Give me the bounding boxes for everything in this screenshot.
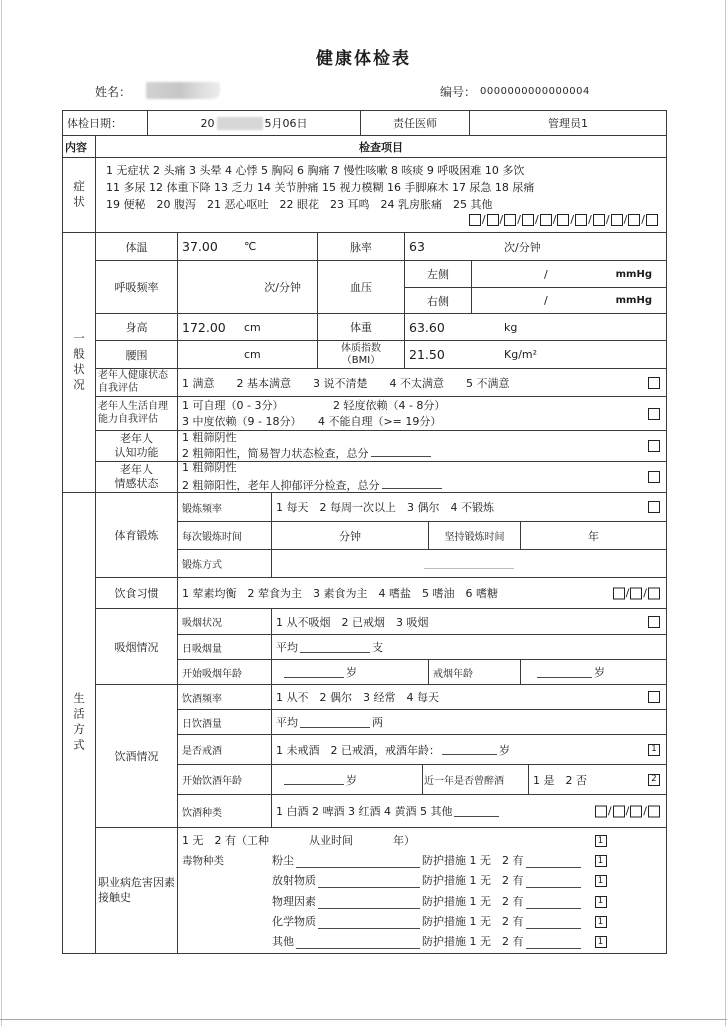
date-redacted-part [217, 117, 263, 130]
amount-field[interactable] [300, 642, 370, 653]
number-label: 编号： [440, 85, 477, 99]
checkbox-separator: / [588, 213, 592, 226]
occupational-label: 职业病危害因素 接触史 [96, 828, 178, 953]
diet-options: 1 荤素均衡 2 荤食为主 3 素食为主 4 嗜盐 5 嗜油 6 嗜糖 / / [178, 578, 666, 608]
temp-value: 37.00 ℃ [178, 233, 318, 260]
score-field[interactable] [382, 478, 442, 489]
bp-right-label: 右侧 [405, 288, 472, 313]
drinking-startage-row [178, 765, 666, 795]
exercise-time-row [178, 522, 666, 550]
doctor-label: 责任医师 [361, 111, 470, 135]
checkbox[interactable] [646, 214, 658, 226]
page-edge-right [725, 0, 726, 1026]
elderly-selfcare-row [96, 397, 666, 431]
toxin-row-dust: 毒物种类 粉尘 防护措施 1 无 2 有 1 [182, 852, 613, 868]
checkbox[interactable] [469, 214, 481, 226]
check-items-label: 检查项目 [359, 140, 403, 154]
toxin-row-other: 其他 防护措施 1 无 2 有 1 [182, 933, 613, 949]
drinking-quit-options: 1 未戒酒 2 已戒酒，戒酒年龄： 岁 1 [272, 735, 666, 764]
elderly-emotion-label: 老年人 情感状态 [96, 462, 178, 492]
age-field[interactable] [284, 667, 344, 678]
checkbox-value[interactable]: 1 [595, 916, 607, 928]
toxin-row-physical: 物理因素 防护措施 1 无 2 有 1 [182, 893, 613, 909]
checkbox-separator: / [499, 213, 504, 226]
exercise-keep-value: 年 [588, 529, 599, 543]
checkbox[interactable] [613, 587, 625, 599]
elderly-health-options: 1 满意 2 基本满意 3 说不清楚 4 不太满意 5 不满意 [178, 369, 666, 396]
checkbox-separator: / [570, 213, 575, 226]
section-lifestyle-label: 生活方式 [63, 493, 96, 953]
checkbox[interactable] [613, 805, 625, 817]
bp-right-value: / mmHg [543, 294, 652, 307]
content-header-row [63, 136, 666, 158]
smoking-daily-label: 日吸烟量 [178, 635, 272, 659]
checkbox[interactable] [648, 440, 660, 452]
protection-field[interactable] [526, 857, 581, 868]
exercise-freq-row [178, 493, 666, 522]
drinking-start-label: 开始饮酒年龄 [178, 765, 272, 794]
drinking-type-options: 1 白酒 2 啤酒 3 红酒 4 黄酒 5 其他 / / / [272, 795, 666, 827]
number-value: 0000000000000004 [480, 86, 590, 97]
drinking-freq-options: 1 从不 2 偶尔 3 经常 4 每天 [272, 685, 666, 709]
smoking-quit-value: 岁 [521, 660, 666, 684]
diet-row [96, 578, 666, 609]
exercise-method-row [178, 550, 666, 578]
temp-label: 体温 [96, 233, 178, 260]
symptoms-row [96, 158, 666, 233]
drinking-type-checkboxes [595, 805, 660, 818]
checkbox[interactable] [540, 214, 552, 226]
checkbox[interactable] [648, 691, 660, 703]
drinking-daily-row [178, 710, 666, 735]
group-smoking-label: 吸烟情况 [96, 609, 178, 685]
checkbox[interactable] [628, 214, 640, 226]
drinking-quit-row [178, 735, 666, 765]
section-symptoms-label: 症状 [63, 158, 96, 233]
checkbox-separator: / [623, 213, 628, 226]
smoking-age-row [178, 660, 666, 685]
protection-field[interactable] [526, 877, 581, 888]
drinking-freq-label: 饮酒频率 [178, 685, 272, 709]
waist-value: cm [178, 341, 318, 368]
checkbox-separator: / [481, 213, 486, 226]
bp-left-label: 左侧 [405, 261, 472, 287]
pulse-label: 脉率 [318, 233, 405, 260]
occupational-has-line: 1 无 2 有（工种 从业时间 年） 1 [182, 832, 613, 848]
elderly-emotion-row [96, 462, 666, 493]
checkbox[interactable] [504, 214, 516, 226]
checkbox[interactable] [487, 214, 499, 226]
toxin-field[interactable] [318, 877, 420, 888]
resp-label: 呼吸频率 [96, 261, 178, 313]
amount-field[interactable] [300, 717, 370, 728]
group-drinking-label: 饮酒情况 [96, 685, 178, 828]
height-label: 身高 [96, 314, 178, 340]
temp-pulse-row [96, 233, 666, 261]
checkbox[interactable] [648, 616, 660, 628]
pulse-value: 63 次/分钟 [409, 239, 541, 254]
checkbox[interactable] [611, 214, 623, 226]
page-edge-left [1, 0, 2, 1026]
toxin-row-chemical: 化学物质 防护措施 1 无 2 有 1 [182, 913, 613, 929]
exercise-keep-label: 坚持锻炼时间 [429, 522, 521, 549]
bmi-value: 21.50 Kg/m² [409, 347, 538, 362]
checkbox-separator: / [643, 586, 647, 600]
page-edge-bottom [0, 1019, 727, 1020]
checkbox-value[interactable]: 1 [595, 896, 607, 908]
drinking-type-row [178, 795, 666, 828]
drinking-quit-label: 是否戒酒 [178, 735, 272, 764]
smoking-status-label: 吸烟状况 [178, 609, 272, 634]
checkbox-value[interactable]: 1 [595, 855, 607, 867]
protection-field[interactable] [526, 938, 581, 949]
height-value: 172.00 cm [178, 314, 318, 340]
checkbox-separator: / [641, 213, 645, 226]
section-general-label: 一般状况 [63, 233, 96, 493]
exercise-method-value [272, 550, 666, 577]
toxin-field[interactable] [318, 918, 420, 929]
drinking-start-value: 岁 [272, 765, 423, 794]
checkbox-separator: / [643, 804, 647, 818]
elderly-cognitive-options: 1 粗筛阴性 2 粗筛阳性，简易智力状态检查，总分 [178, 431, 666, 461]
checkbox[interactable] [575, 214, 587, 226]
checkbox-separator: / [534, 213, 539, 226]
checkbox[interactable] [593, 214, 605, 226]
group-exercise-label: 体育锻炼 [96, 493, 178, 578]
exercise-freq-label: 锻炼频率 [178, 493, 272, 521]
checkbox-separator: / [625, 804, 630, 818]
checkbox[interactable] [648, 501, 660, 513]
checkbox[interactable] [630, 587, 642, 599]
bp-right-row [405, 288, 666, 313]
toxin-field[interactable] [318, 898, 420, 909]
protection-field[interactable] [526, 898, 581, 909]
checkbox-value[interactable]: 1 [648, 744, 660, 756]
height-weight-row [96, 314, 666, 341]
diet-checkboxes [613, 587, 660, 600]
doctor-value: 管理员1 [548, 117, 588, 130]
checkbox[interactable] [522, 214, 534, 226]
drinking-daily-label: 日饮酒量 [178, 710, 272, 734]
name-label: 姓名： [95, 85, 132, 99]
age-field[interactable] [442, 744, 497, 755]
age-field[interactable] [284, 774, 344, 785]
checkbox[interactable] [630, 805, 642, 817]
score-field[interactable] [371, 446, 431, 457]
waist-bmi-row [96, 341, 666, 369]
elderly-health-row [96, 369, 666, 397]
drunk-options: 1 是 2 否 2 [529, 765, 666, 794]
diet-label: 饮食习惯 [96, 578, 178, 608]
toxin-row-radiation: 放射物质 防护措施 1 无 2 有 1 [182, 872, 613, 888]
protection-field[interactable] [526, 918, 581, 929]
exam-table [62, 110, 667, 954]
checkbox[interactable] [595, 805, 607, 817]
exercise-time-label: 每次锻炼时间 [178, 522, 272, 549]
bp-left-value: / mmHg [543, 267, 652, 281]
smoking-status-row [178, 609, 666, 635]
method-field[interactable] [424, 558, 514, 569]
bp-left-row [405, 261, 666, 288]
symptom-checkboxes [469, 213, 658, 226]
checkbox-value[interactable]: 1 [595, 835, 607, 847]
drinking-freq-row [178, 685, 666, 710]
checkbox[interactable] [648, 805, 660, 817]
checkbox[interactable] [648, 587, 660, 599]
checkbox-separator: / [607, 804, 612, 818]
checkbox-value[interactable]: 1 [595, 875, 607, 887]
elderly-cognitive-row [96, 431, 666, 462]
checkbox-separator: / [625, 586, 630, 600]
other-field[interactable] [454, 806, 499, 817]
header-row [63, 111, 666, 136]
checkbox[interactable] [648, 377, 660, 389]
drunk-label: 近一年是否曾醉酒 [423, 765, 529, 794]
checkbox[interactable] [648, 408, 660, 420]
page-title: 健康体检表 [316, 49, 411, 69]
smoking-status-options: 1 从不吸烟 2 已戒烟 3 吸烟 [272, 609, 666, 634]
name-value-redacted [146, 82, 220, 99]
elderly-selfcare-options: 1 可自理（0 - 3分） 2 轻度依赖（4 - 8分） 3 中度依赖（9 - 18分） 4 不能自理（>= 19分） [178, 397, 666, 430]
checkbox-separator: / [605, 213, 610, 226]
weight-label: 体重 [318, 314, 405, 340]
smoking-start-label: 开始吸烟年龄 [178, 660, 272, 684]
smoking-daily-value: 平均 支 [276, 641, 383, 654]
elderly-health-label: 老年人健康状态 自我评估 [96, 369, 178, 396]
elderly-selfcare-label: 老年人生活自理 能力自我评估 [96, 397, 178, 430]
bp-label: 血压 [318, 261, 405, 313]
content-label: 内容 [63, 136, 96, 157]
exercise-time-value: 分钟 [272, 522, 429, 549]
number-row [440, 83, 590, 100]
toxin-field[interactable] [296, 938, 420, 949]
smoking-quit-label: 戒烟年龄 [429, 660, 521, 684]
symptom-options: 1 无症状 2 头痛 3 头晕 4 心悸 5 胸闷 6 胸痛 7 慢性咳嗽 8 咳痰 9 呼吸困难 10 多饮 11 多尿 12 体重下降 13 乏力 14 关节肿痛 15 视力模糊 16 手脚麻木 17 尿急 18 尿痛 19 便秘 20 腹泻 21 恶心呕吐 22 眼花 23 耳鸣 24 乳房胀痛 25 其他 [106, 164, 535, 212]
bmi-label: 体质指数 （BMI） [318, 341, 405, 368]
checkbox-value[interactable]: 1 [595, 936, 607, 948]
drinking-daily-value: 平均 两 [276, 716, 383, 729]
checkbox[interactable] [648, 471, 660, 483]
occupational-row [96, 828, 666, 953]
checkbox[interactable] [557, 214, 569, 226]
checkbox-separator: / [552, 213, 557, 226]
resp-value: 次/分钟 [178, 261, 318, 313]
toxin-field[interactable] [296, 857, 420, 868]
resp-bp-row [96, 261, 666, 314]
smoking-start-value: 岁 [272, 660, 429, 684]
occupational-content [178, 828, 613, 953]
elderly-cognitive-label: 老年人 认知功能 [96, 431, 178, 461]
checkbox-separator: / [517, 213, 521, 226]
drinking-type-label: 饮酒种类 [178, 795, 272, 827]
exam-date-label: 体检日期： [63, 111, 148, 135]
exercise-method-label: 锻炼方式 [178, 550, 272, 577]
weight-value: 63.60 kg [409, 319, 518, 335]
checkbox-value[interactable]: 2 [648, 774, 660, 786]
elderly-emotion-options: 1 粗筛阴性 2 粗筛阳性，老年人抑郁评分检查，总分 [178, 462, 666, 492]
exercise-freq-options: 1 每天 2 每周一次以上 3 偶尔 4 不锻炼 [272, 493, 666, 521]
exam-date-value: 20 5月06日 [148, 111, 361, 135]
smoking-daily-row [178, 635, 666, 660]
waist-label: 腰围 [96, 341, 178, 368]
age-field[interactable] [537, 667, 592, 678]
